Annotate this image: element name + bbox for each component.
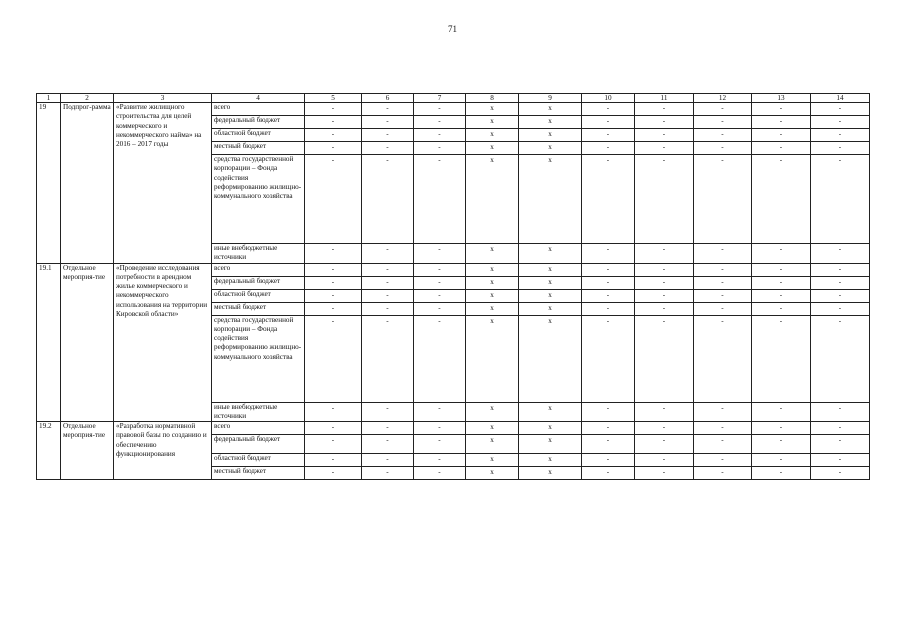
value-cell: - — [362, 454, 414, 467]
column-header: 11 — [635, 94, 694, 103]
value-cell: х — [466, 454, 519, 467]
value-cell: - — [635, 116, 694, 129]
value-cell: - — [582, 116, 635, 129]
value-cell: - — [414, 244, 466, 264]
value-cell: - — [362, 103, 414, 116]
value-cell: - — [305, 116, 362, 129]
column-header: 3 — [114, 94, 212, 103]
column-header: 6 — [362, 94, 414, 103]
value-cell: - — [362, 155, 414, 244]
value-cell: - — [305, 289, 362, 302]
item-number: 19.2 — [37, 422, 61, 480]
value-cell: - — [362, 276, 414, 289]
value-cell: - — [414, 289, 466, 302]
column-header: 4 — [212, 94, 305, 103]
value-cell: - — [305, 315, 362, 402]
value-cell: х — [466, 244, 519, 264]
value-cell: - — [305, 276, 362, 289]
value-cell: х — [466, 103, 519, 116]
budget-table — [36, 93, 870, 480]
value-cell: - — [582, 315, 635, 402]
value-cell: - — [694, 155, 752, 244]
value-cell: - — [811, 302, 870, 315]
funding-source: иные внебюджетные источники — [212, 402, 305, 422]
value-cell: - — [694, 103, 752, 116]
value-cell: - — [582, 129, 635, 142]
value-cell: - — [752, 263, 811, 276]
value-cell: - — [414, 315, 466, 402]
value-cell: - — [305, 263, 362, 276]
value-cell: - — [811, 103, 870, 116]
funding-source: федеральный бюджет — [212, 276, 305, 289]
table-body — [37, 94, 870, 480]
value-cell: - — [582, 276, 635, 289]
value-cell: х — [519, 155, 582, 244]
value-cell: х — [519, 103, 582, 116]
value-cell: - — [362, 435, 414, 454]
item-type: Подпрог-рамма — [61, 103, 114, 264]
value-cell: - — [414, 103, 466, 116]
column-header: 9 — [519, 94, 582, 103]
value-cell: - — [694, 263, 752, 276]
value-cell: - — [811, 422, 870, 435]
value-cell: - — [635, 244, 694, 264]
value-cell: - — [752, 129, 811, 142]
value-cell: - — [414, 155, 466, 244]
value-cell: - — [694, 302, 752, 315]
value-cell: - — [362, 244, 414, 264]
value-cell: - — [635, 129, 694, 142]
value-cell: - — [635, 454, 694, 467]
funding-source: иные внебюджетные источники — [212, 244, 305, 264]
table-row — [37, 422, 870, 435]
value-cell: - — [752, 142, 811, 155]
item-type: Отдельное мероприя-тие — [61, 422, 114, 480]
value-cell: х — [466, 435, 519, 454]
funding-source: областной бюджет — [212, 289, 305, 302]
value-cell: х — [519, 302, 582, 315]
value-cell: х — [466, 302, 519, 315]
value-cell: - — [811, 289, 870, 302]
item-number: 19 — [37, 103, 61, 264]
value-cell: х — [519, 263, 582, 276]
value-cell: - — [752, 116, 811, 129]
value-cell: х — [519, 315, 582, 402]
value-cell: х — [466, 116, 519, 129]
value-cell: - — [635, 289, 694, 302]
item-name: «Развитие жилищного строительства для целей коммерческого и некоммерческого найма» на 2016 – 2017 годы — [114, 103, 212, 264]
value-cell: - — [752, 244, 811, 264]
funding-source: местный бюджет — [212, 467, 305, 480]
value-cell: х — [466, 467, 519, 480]
value-cell: - — [414, 129, 466, 142]
value-cell: - — [362, 302, 414, 315]
value-cell: - — [811, 244, 870, 264]
funding-source: всего — [212, 263, 305, 276]
funding-source: федеральный бюджет — [212, 435, 305, 454]
value-cell: - — [362, 315, 414, 402]
value-cell: х — [519, 402, 582, 422]
item-name: «Проведение исследования потребности в арендном жилье коммерческого и некоммерческого использования на территории Кировской области» — [114, 263, 212, 422]
value-cell: - — [752, 276, 811, 289]
column-header: 10 — [582, 94, 635, 103]
value-cell: - — [305, 129, 362, 142]
value-cell: - — [635, 315, 694, 402]
value-cell: - — [811, 435, 870, 454]
value-cell: - — [694, 276, 752, 289]
funding-source: всего — [212, 422, 305, 435]
value-cell: х — [519, 435, 582, 454]
value-cell: - — [305, 467, 362, 480]
value-cell: - — [414, 454, 466, 467]
value-cell: - — [811, 467, 870, 480]
value-cell: х — [519, 276, 582, 289]
value-cell: - — [582, 435, 635, 454]
funding-source: средства государственной корпорации – Фонда содействия реформированию жилищно-коммунального хозяйства — [212, 155, 305, 244]
value-cell: - — [305, 422, 362, 435]
value-cell: - — [582, 103, 635, 116]
funding-source: федеральный бюджет — [212, 116, 305, 129]
value-cell: - — [811, 116, 870, 129]
funding-source: местный бюджет — [212, 302, 305, 315]
value-cell: - — [694, 289, 752, 302]
funding-source: местный бюджет — [212, 142, 305, 155]
value-cell: - — [752, 289, 811, 302]
value-cell: - — [694, 467, 752, 480]
value-cell: - — [414, 302, 466, 315]
value-cell: х — [466, 289, 519, 302]
value-cell: - — [811, 454, 870, 467]
column-header: 13 — [752, 94, 811, 103]
value-cell: - — [305, 103, 362, 116]
value-cell: х — [519, 142, 582, 155]
column-header: 12 — [694, 94, 752, 103]
value-cell: - — [305, 454, 362, 467]
value-cell: - — [414, 142, 466, 155]
value-cell: - — [752, 315, 811, 402]
value-cell: - — [635, 276, 694, 289]
value-cell: - — [694, 422, 752, 435]
value-cell: - — [362, 142, 414, 155]
value-cell: - — [694, 402, 752, 422]
value-cell: - — [752, 467, 811, 480]
value-cell: - — [635, 155, 694, 244]
value-cell: - — [305, 142, 362, 155]
header-row — [37, 94, 870, 103]
value-cell: - — [414, 263, 466, 276]
value-cell: - — [752, 103, 811, 116]
value-cell: - — [694, 315, 752, 402]
value-cell: - — [362, 467, 414, 480]
value-cell: - — [362, 129, 414, 142]
value-cell: - — [694, 435, 752, 454]
value-cell: - — [811, 402, 870, 422]
funding-source: областной бюджет — [212, 454, 305, 467]
value-cell: - — [305, 244, 362, 264]
value-cell: х — [466, 276, 519, 289]
value-cell: - — [582, 402, 635, 422]
value-cell: - — [694, 116, 752, 129]
value-cell: х — [466, 129, 519, 142]
value-cell: - — [362, 289, 414, 302]
value-cell: - — [582, 289, 635, 302]
value-cell: х — [519, 422, 582, 435]
value-cell: х — [466, 315, 519, 402]
value-cell: х — [466, 155, 519, 244]
value-cell: х — [519, 289, 582, 302]
table-row — [37, 263, 870, 276]
value-cell: х — [466, 422, 519, 435]
table-row — [37, 103, 870, 116]
column-header: 1 — [37, 94, 61, 103]
value-cell: - — [414, 402, 466, 422]
value-cell: - — [414, 435, 466, 454]
value-cell: - — [305, 302, 362, 315]
value-cell: - — [752, 454, 811, 467]
value-cell: - — [752, 302, 811, 315]
value-cell: - — [582, 155, 635, 244]
value-cell: - — [362, 402, 414, 422]
value-cell: - — [635, 402, 694, 422]
column-header: 5 — [305, 94, 362, 103]
funding-source: областной бюджет — [212, 129, 305, 142]
value-cell: - — [305, 155, 362, 244]
value-cell: - — [362, 263, 414, 276]
value-cell: - — [582, 467, 635, 480]
value-cell: - — [414, 116, 466, 129]
value-cell: - — [414, 276, 466, 289]
column-header: 7 — [414, 94, 466, 103]
value-cell: - — [752, 435, 811, 454]
page-number: 71 — [448, 24, 457, 34]
value-cell: - — [752, 422, 811, 435]
value-cell: х — [519, 467, 582, 480]
value-cell: - — [582, 142, 635, 155]
value-cell: - — [694, 244, 752, 264]
value-cell: - — [582, 302, 635, 315]
value-cell: х — [519, 244, 582, 264]
item-number: 19.1 — [37, 263, 61, 422]
value-cell: - — [305, 435, 362, 454]
value-cell: х — [466, 402, 519, 422]
value-cell: - — [811, 155, 870, 244]
item-name: «Разработка нормативной правовой базы по созданию и обеспечению функционирования — [114, 422, 212, 480]
value-cell: - — [811, 129, 870, 142]
value-cell: - — [635, 263, 694, 276]
value-cell: - — [635, 422, 694, 435]
value-cell: - — [811, 263, 870, 276]
value-cell: - — [582, 244, 635, 264]
value-cell: - — [811, 276, 870, 289]
value-cell: - — [362, 116, 414, 129]
value-cell: - — [635, 467, 694, 480]
value-cell: - — [362, 422, 414, 435]
value-cell: х — [519, 129, 582, 142]
value-cell: - — [811, 315, 870, 402]
value-cell: х — [519, 116, 582, 129]
value-cell: - — [811, 142, 870, 155]
value-cell: - — [694, 129, 752, 142]
value-cell: - — [582, 454, 635, 467]
value-cell: - — [752, 155, 811, 244]
value-cell: - — [635, 435, 694, 454]
value-cell: - — [694, 454, 752, 467]
column-header: 2 — [61, 94, 114, 103]
value-cell: - — [752, 402, 811, 422]
value-cell: - — [305, 402, 362, 422]
value-cell: - — [635, 302, 694, 315]
value-cell: - — [635, 142, 694, 155]
value-cell: х — [466, 263, 519, 276]
column-header: 8 — [466, 94, 519, 103]
value-cell: - — [582, 263, 635, 276]
funding-source: средства государственной корпорации – Фонда содействия реформированию жилищно-коммунального хозяйства — [212, 315, 305, 402]
column-header: 14 — [811, 94, 870, 103]
item-type: Отдельное мероприя-тие — [61, 263, 114, 422]
value-cell: - — [582, 422, 635, 435]
value-cell: - — [414, 467, 466, 480]
value-cell: х — [519, 454, 582, 467]
value-cell: х — [466, 142, 519, 155]
funding-source: всего — [212, 103, 305, 116]
value-cell: - — [635, 103, 694, 116]
value-cell: - — [414, 422, 466, 435]
value-cell: - — [694, 142, 752, 155]
